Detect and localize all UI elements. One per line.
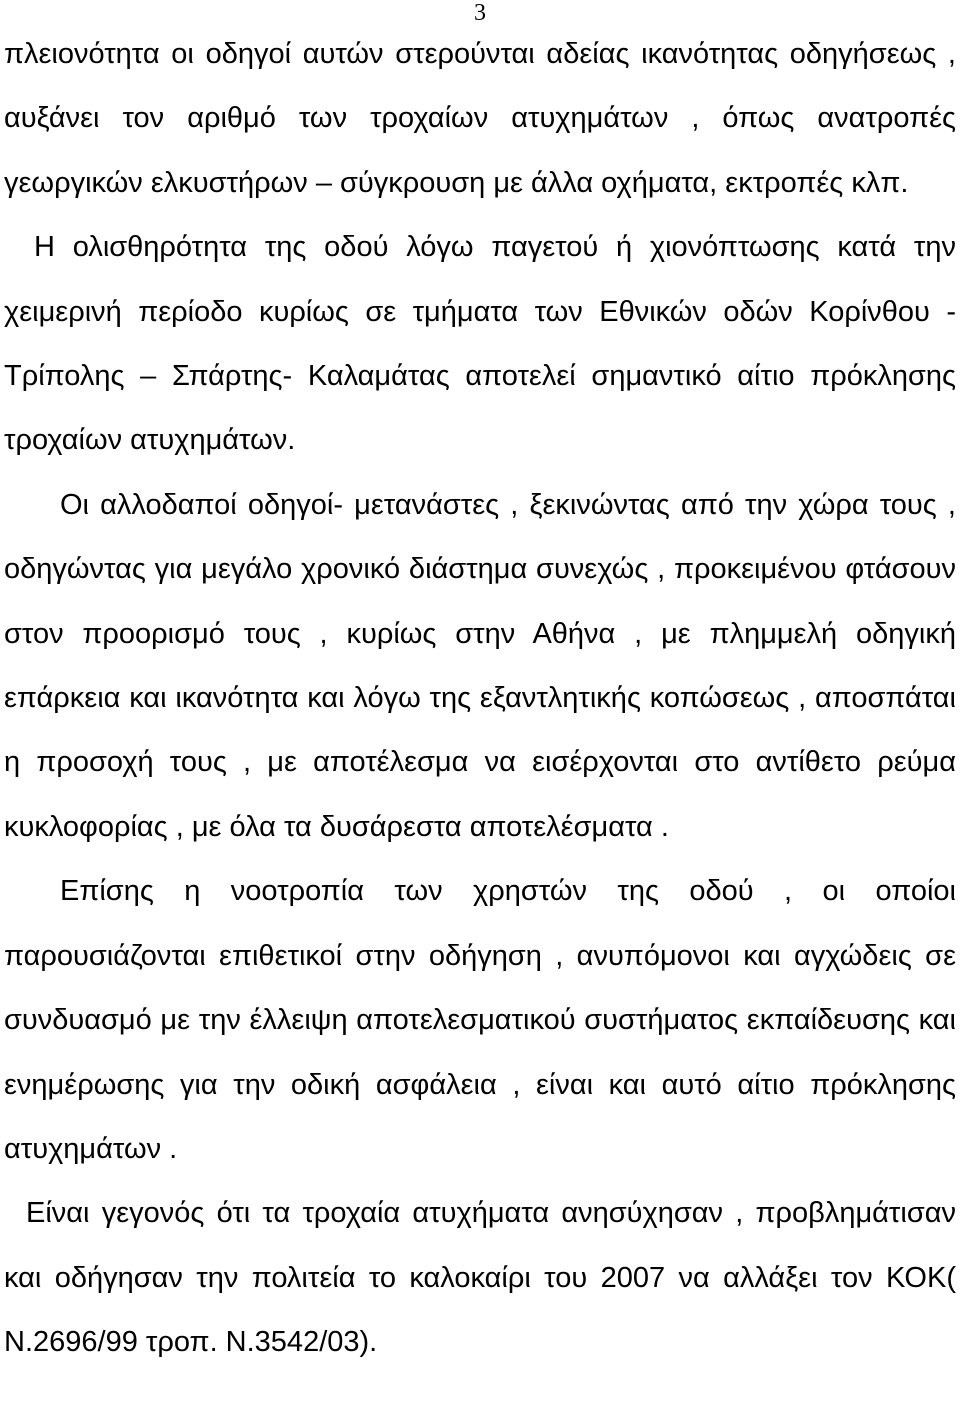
document-body <box>4 22 956 1375</box>
paragraph-road-user-mentality: Επίσης η νοοτροπία των χρηστών της οδού , οι οποίοι παρουσιάζονται επιθετικοί στην οδήγηση , ανυπόμονοι και αγχώδεις σε συνδυασμό με την έλλειψη αποτελεσματικού συστήματος εκπαίδευσης και ενημέρωσης για την οδική ασφάλεια , είναι και αυτό αίτιο πρόκλησης ατυχημάτων . <box>4 875 956 1165</box>
page-number: 3 <box>474 0 486 26</box>
paragraph-road-slipperiness: Η ολισθηρότητα της οδού λόγω παγετού ή χιονόπτωσης κατά την χειμερινή περίοδο κυρίως σε τμήματα των Εθνικών οδών Κορίνθου - Τρίπολης – Σπάρτης- Καλαμάτας αποτελεί σημαντικό αίτιο πρόκλησης τροχαίων ατυχημάτων. <box>4 231 956 457</box>
paragraph-continued-drivers-license: πλειονότητα οι οδηγοί αυτών στερούνται αδείας ικανότητας οδηγήσεως , αυξάνει τον αριθμό των τροχαίων ατυχημάτων , όπως ανατροπές γεωργικών ελκυστήρων – σύγκρουση με άλλα οχήματα, εκτροπές κλπ. <box>4 38 956 199</box>
paragraph-kok-change: Είναι γεγονός ότι τα τροχαία ατυχήματα ανησύχησαν , προβλημάτισαν και οδήγησαν την πολιτεία το καλοκαίρι του 2007 να αλλάξει τον ΚΟΚ( Ν.2696/99 τροπ. Ν.3542/03). <box>4 1197 956 1359</box>
paragraph-foreign-drivers: Οι αλλοδαποί οδηγοί- μετανάστες , ξεκινώντας από την χώρα τους , οδηγώντας για μεγάλο χρονικό διάστημα συνεχώς , προκειμένου φτάσουν στον προορισμό τους , κυρίως στην Αθήνα , με πλημμελή οδηγική επάρκεια και ικανότητα και λόγω της εξαντλητικής κοπώσεως , αποσπάται η προσοχή τους , με αποτέλεσμα να εισέρχονται στο αντίθετο ρεύμα κυκλοφορίας , με όλα τα δυσάρεστα αποτελέσματα . <box>4 488 956 843</box>
